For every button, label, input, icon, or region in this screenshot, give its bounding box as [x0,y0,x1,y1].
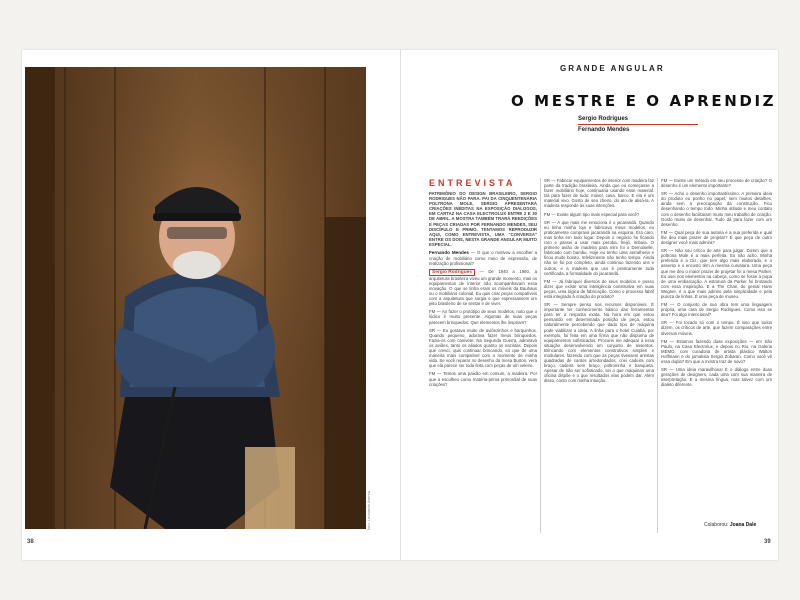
author-fernando: Fernando Mendes [578,127,630,133]
column-1 [429,178,537,533]
author-sergio: Sergio Rodrigues [578,116,698,125]
article-title: O MESTRE E O APRENDIZ [511,92,777,110]
portrait-illustration [25,67,366,529]
question-3: FM — Temos uma paixão em comum, a madeira. Por que a escolheu como matéria-prima primordial de suas criações? [429,371,537,387]
answer-4: SR — A que mais me emociona é o jacarandá. Quando eu tinha minha loja e fabricava meus modelos, eu praticamente comprava jacarandá na esquina. Era caro, mas tinha em todo lugar. Depois o negócio foi ficando raro e passei a usar mais peroba, freijó, imbuia. O primeiro avião de madeira para mim foi o Demoiselle, fabricado com bambu. Hoje eu tenho uma serralheria e ficou muito bonito. Infelizmente não tenho tempo. Ainda não se foi por completo, ainda continuo fazendo uns e outros, e a madeira que uso é praticamente toda certificada, a formalidade do jacarandá. [544,219,654,276]
column-3 [657,178,772,533]
answer-2: SR — Eu gostava muito de aviõezinhos e barquinhos. Quando pequeno, adorava fazer meus brinquedos. Fazia-os com canivete. Na Segunda Guerra, admirava os aviões, tanto os aliados quanto os nazistas. Depois que cresci, quis continuar brincando, só que de uma maneira mais compatível com o momento de minha vida. Se você reparar no desenho da mesa Burton, verá que ela parece ser toda feita com peças de um veleiro. [429,327,537,369]
author-credits [578,116,698,133]
question-6: FM — Existe um método em seu processo de criação? O desenho é um elemento importante? [661,178,772,189]
question-1: Fernando Mendes — O que o motivou a escolher a criação de mobiliário como meio de expressão, de realização profissional? [429,250,538,266]
question-4: FM — Existe algum tipo mais especial para você? [544,211,640,217]
interview-columns [429,178,772,533]
page-gutter [400,50,401,560]
question-9: FM — Estamos fazendo duas exposições — em São Paulo, na Casa Electrolux, e depois no Rio, na Galeria MEMO, com curadoria de artista plástico Walton Hoffmann e do jornalista Sergio Zobaran. Como você vê essa dupla? Em que a mostra traz de novo? [661,338,772,364]
page-number-right: 39 [764,539,771,545]
answer-7: SR — Não sou crítico de arte para julgar. Dizem que a poltrona Mole é a mais perfeita. Eu não acho. Minha preferida é a Diz, que tem algo mais elaborado, e o assento e o encosto têm a mesma curvatura. Uma peça que me deu o maior prazer de projetar foi a mesa Parker. Eu usei nos elementos na cabeça, como se fosse a popa de uma embarcação. A estrutura da Parker foi brotando com essa inspiração. E a The Chair, do genial Hans Wegner, é a que mais admiro pela simplicidade e pela pureza de linhas. É uma peça de museu. [661,248,772,299]
kicker-entrevista: ENTREVISTA [429,178,516,188]
section-label: GRANDE ANGULAR [560,64,665,73]
answer-8: SR — Foi tocado só com o tempo. É isso que todos dizem, os críticos de arte, que fazem comparações entre diversos móveis. [661,320,772,336]
question-7: FM — Qual peça de sua autoria é a sua preferida e qual lhe deu mais prazer de projetar? E que peça de outro designer você mais admira? [661,229,772,246]
question-5: FM — Já fabriquei diversos de seus modelos e posso dizer que existe uma inteligência construtiva em suas peças, uma lógica de fabricação. Como o processo fabril está integrado à criação do produto? [544,278,654,299]
photo-credit: foto: Leonardo Aversa [366,490,371,530]
answer-6: SR — Acho o desenho importantíssimo. A primeira ideia do produto eu ponho no papel, sem muitos detalhes, ainda sem a preocupação da construção. Fico desenhando o tempo todo. Minha atitude e meu contato com o desenho facilitaram muito meu trabalho de criação. Gosto muito de desenhar. Tudo dá para fazer com um desenho. [661,191,772,227]
lead-paragraph: PATRIMÔNIO DO DESIGN BRASILEIRO, SERGIO RODRIGUES NÃO PARA. PAI DA CINQUENTENÁRIA POLTRONA MOLE, SERGIO APRESENTARÁ CRIAÇÕES INÉDITAS NA EXPOSIÇÃO DIÁLOGOS, EM CARTAZ NA CASA ELECTROLUX ENTRE 2 E 30 DE ABRIL. A MOSTRA TAMBÉM TRARÁ REEDIÇÕES E PEÇAS CRIADAS POR FERNANDO MENDES, SEU DISCÍPULO E PRIMO. TENTAMOS REPRODUZIR AQUI, COMO ENTREVISTA, UMA "CONVERSA" ENTRE OS DOIS, NESTA GRANDE ANGULAR MUITO ESPECIAL. [429,191,537,247]
column-2 [540,178,654,533]
portrait-photo [25,67,366,529]
page-number-left: 38 [27,539,34,545]
collaborator-credit: Colaborou: Joana Dale [704,522,757,528]
question-8: FM — O conjunto de sua obra tem uma linguagem própria, uma cara de Sergio Rodrigues. Como isso se deu? Foi algo intencional? [661,302,772,318]
answer-1: Sergio Rodrigues — De 1940 a 1960, a arquitetura brasileira viveu um grande momento, mas os equipamentos de interior não acompanhavam essa inovação. O que se tinha eram os móveis da Bauhaus ou o mobiliário colonial. Eu quis criar peças compatíveis com a arquitetura que surgia e que expressassem um jeito brasileiro de se sentar e de viver. [429,268,537,307]
answer-9: SR — Uma ideia maravilhosa! É o diálogo entre duas gerações de designers, cada uma com sua maneira de interpretação. E a mesma língua, mas talvez com um dialeto diferente. [661,367,772,388]
answer-5: SR — Sempre penso nos recursos disponíveis. É importante ter conhecimento básico das ferramentas para ter a resposta exata. Na hora em que estou pensando em determinada posição de peça, estou naturalmente percebendo que dado tipo de máquina pode viabilizar a ideia. A linha para o hotel Cuiabá, por exemplo, foi feita em uma firma que não dispunha de equipamentos sofisticados. Procurei me adequar a essa situação desenvolvendo um conjunto de assentos. Brincando com elementos construtivos simples e modulares, fazendo com que as peças tivessem arestas quadradas de cantos arredondados, criei cadeira com braço, cadeira sem braço, poltroninha e banqueta. Apesar de não ser sofisticado, sei o que máquinas uma oficina dispõe e o que resultados elas podem dar. Além disso, conto com minha intuição. [544,302,654,384]
answer-3: SR — Fabricar equipamentos de interior com madeira faz parte da tradição brasileira. Ainda que eu começasse a fazer mobiliário hoje, continuaria usando esse material. Dá para fazer de tudo: móvel, casa, barco. E ela é um material vivo. Gosto de seu cheiro, do ato de alisá-la. A madeira responde às suas intenções. [544,178,654,209]
question-2: FM — Ao fazer o protótipo de seus modelos, noto que o lúdico é muito presente. Algumas de suas peças parecem brinquedos. Que elementos lhe inspiram? [429,309,537,325]
